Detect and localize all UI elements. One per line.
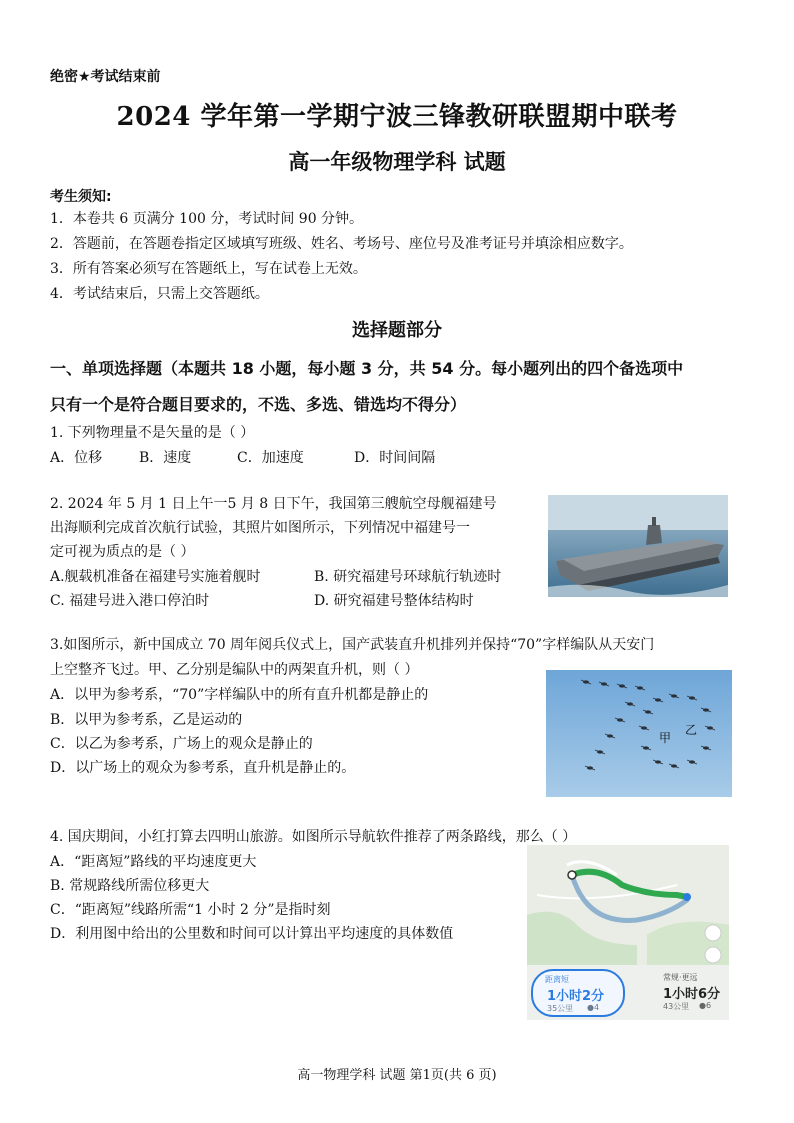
q4-option-b: B. 常规路线所需位移更大: [50, 878, 210, 894]
q3-option-b: B．以甲为参考系，乙是运动的: [50, 712, 243, 728]
q1-option-d: D．时间间隔: [354, 450, 436, 466]
map-view: [527, 845, 729, 965]
q1-option-a: A．位移: [50, 450, 103, 466]
q3-option-a: A．以甲为参考系，“70”字样编队中的所有直升机都是静止的: [50, 687, 429, 703]
start-marker-icon: [568, 871, 576, 879]
q2-option-c: C. 福建号进入港口停泊时: [50, 593, 210, 609]
question-2-stem: 2. 2024 年 5 月 1 日上午一5 月 8 日下午，我国第三艘航空母舰福建号: [50, 496, 497, 512]
helicopter-label-yi: 乙: [685, 723, 698, 737]
route-regular-time: 1小时6分: [663, 987, 721, 1002]
question-1-stem: 1. 下列物理量不是矢量的是（ ）: [50, 425, 255, 441]
refresh-icon: [705, 925, 721, 941]
section-title: 选择题部分: [352, 320, 442, 341]
question-3-stem: 上空整齐飞过。甲、乙分别是编队中的两架直升机，则（ ）: [50, 662, 419, 678]
helicopter-formation-photo: [546, 670, 732, 797]
question-3-stem: 3.如图所示，新中国成立 70 周年阅兵仪式上，国产武装直升机排列并保持“70”字样编队从天安门: [50, 637, 655, 653]
part-heading-line1: 一、单项选择题（本题共 18 小题，每小题 3 分，共 54 分。每小题列出的四个备选项中: [50, 359, 684, 378]
route-option-short[interactable]: [531, 969, 625, 1017]
q4-option-a: A．“距离短”路线的平均速度更大: [50, 854, 257, 870]
q1-option-c: C．加速度: [237, 450, 304, 466]
q4-option-d: D．利用图中给出的公里数和时间可以计算出平均速度的具体数值: [50, 926, 454, 942]
q3-option-c: C．以乙为参考系，广场上的观众是静止的: [50, 736, 313, 752]
navigation-map-screenshot: [527, 845, 729, 1020]
destination-marker-icon: [683, 893, 691, 901]
route-short-traffic-lights: ●4: [587, 1003, 600, 1012]
aircraft-carrier-photo: [548, 495, 728, 597]
route-option-regular[interactable]: [633, 969, 725, 1017]
q2-option-a: A.舰载机准备在福建号实施着舰时: [50, 569, 261, 585]
question-4-stem: 4. 国庆期间，小红打算去四明山旅游。如图所示导航软件推荐了两条路线，那么（ ）: [50, 829, 577, 845]
q3-option-d: D．以广场上的观众为参考系，直升机是静止的。: [50, 760, 356, 776]
exam-subtitle: 高一年级物理学科 试题: [288, 150, 506, 174]
page-footer: 高一物理学科 试题 第1页(共 6 页): [297, 1068, 497, 1083]
notice-item: 4．考试结束后，只需上交答题纸。: [50, 286, 269, 302]
route-regular-traffic-lights: ●6: [699, 1001, 712, 1010]
traffic-light-icon: ●: [699, 1001, 706, 1010]
question-2-stem: 定可视为质点的是（ ）: [50, 544, 195, 560]
notice-heading: 考生须知:: [50, 189, 112, 205]
route-short-distance: 35公里: [547, 1004, 574, 1013]
part-heading-line2: 只有一个是符合题目要求的，不选、多选、错选均不得分）: [50, 395, 467, 414]
q1-option-b: B．速度: [139, 450, 192, 466]
route-short-time: 1小时2分: [547, 989, 605, 1004]
q2-option-b: B. 研究福建号环球航行轨迹时: [314, 569, 502, 585]
notice-item: 1．本卷共 6 页满分 100 分，考试时间 90 分钟。: [50, 211, 364, 227]
question-2-stem: 出海顺利完成首次航行试验，其照片如图所示，下列情况中福建号一: [50, 520, 470, 536]
route-regular-name: 常规·更远: [663, 973, 698, 982]
route-regular-distance: 43公里: [663, 1002, 690, 1011]
traffic-light-icon: ●: [587, 1003, 594, 1012]
locate-icon: [705, 947, 721, 963]
route-short-name: 距离短: [545, 975, 569, 984]
confidential-label: 绝密★考试结束前: [50, 69, 161, 85]
notice-item: 3．所有答案必须写在答题纸上，写在试卷上无效。: [50, 261, 367, 277]
q2-option-d: D. 研究福建号整体结构时: [314, 593, 474, 609]
exam-title: 2024 学年第一学期宁波三锋教研联盟期中联考: [116, 102, 678, 132]
helicopter-label-jia: 甲: [659, 731, 672, 745]
notice-item: 2．答题前，在答题卷指定区域填写班级、姓名、考场号、座位号及准考证号并填涂相应数字。: [50, 236, 633, 252]
q4-option-c: C．“距离短”线路所需“1 小时 2 分”是指时刻: [50, 902, 331, 918]
